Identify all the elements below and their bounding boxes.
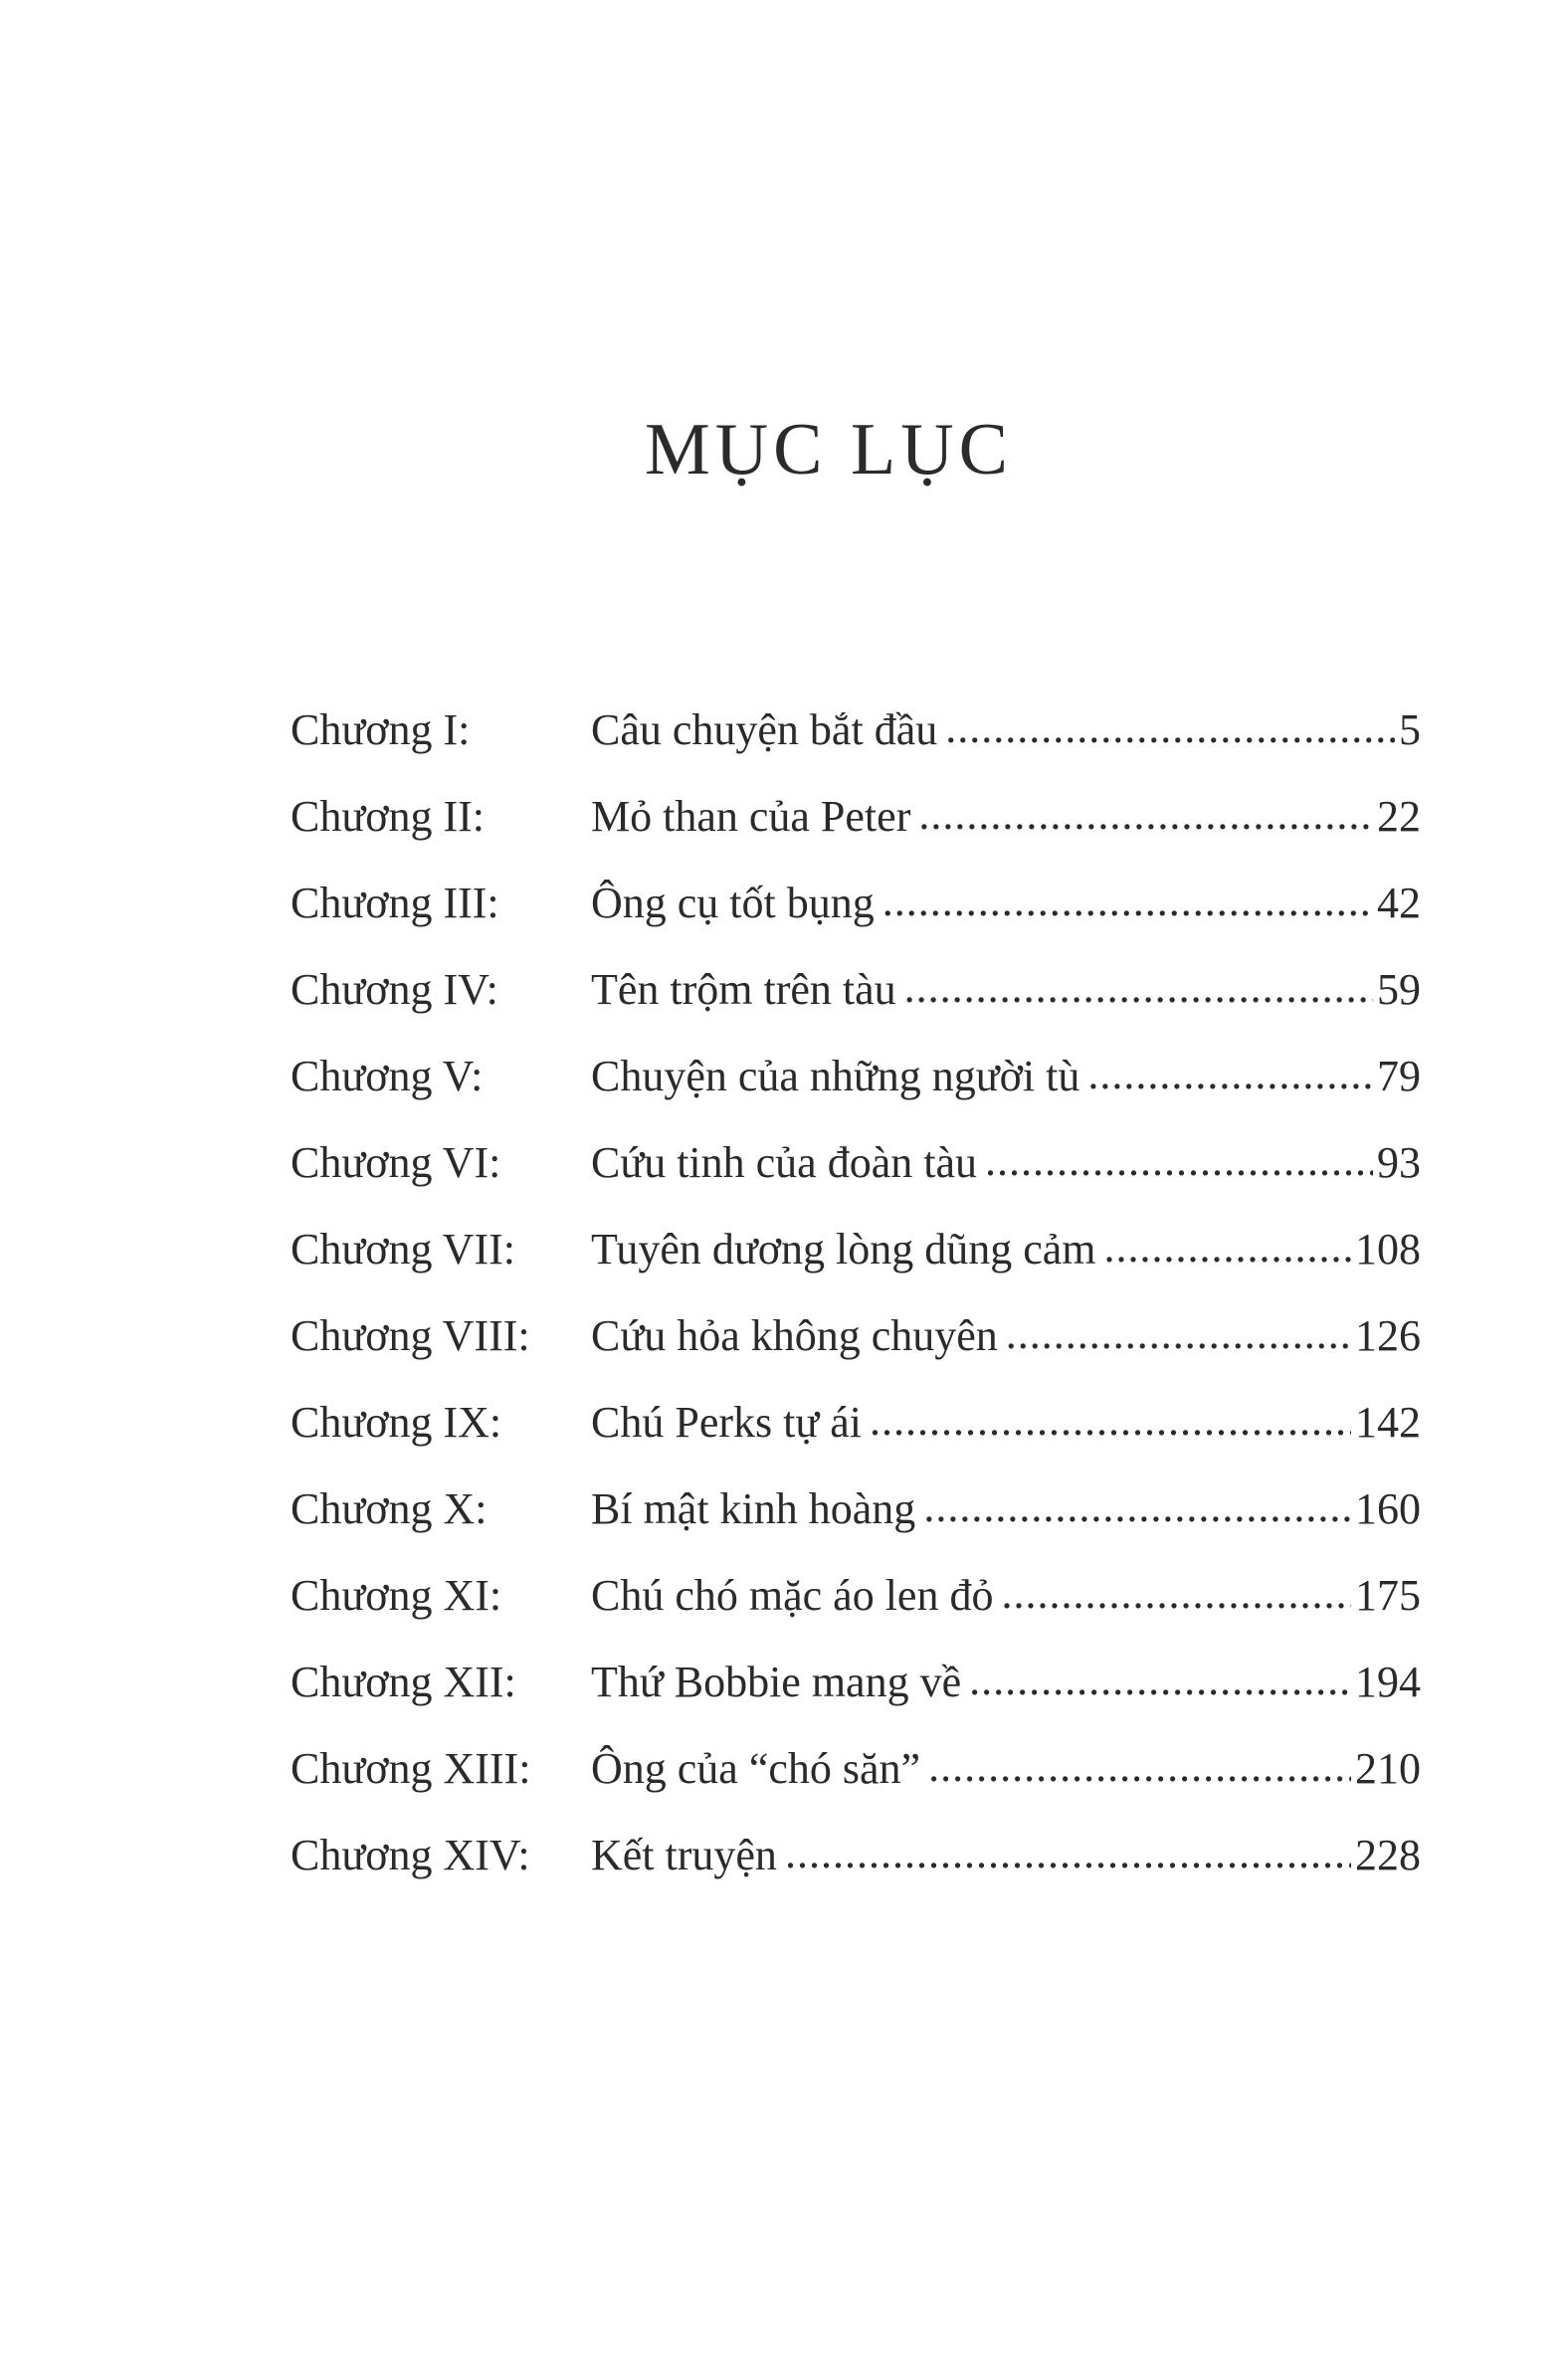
dot-leader xyxy=(985,1117,1373,1204)
chapter-label: Chương II: xyxy=(291,792,485,841)
page-number: 194 xyxy=(1355,1658,1421,1706)
page-number: 59 xyxy=(1377,965,1421,1014)
chapter-label: Chương IV: xyxy=(291,965,498,1014)
dot-leader xyxy=(1087,1031,1373,1117)
toc-entry-3 xyxy=(291,860,1421,946)
dot-leader xyxy=(785,1810,1351,1896)
page-number: 5 xyxy=(1399,705,1421,754)
chapter-title: Kết truyện xyxy=(591,1831,777,1879)
chapter-title: Tuyên dương lòng dũng cảm xyxy=(591,1225,1096,1274)
page-number: 126 xyxy=(1355,1311,1421,1360)
chapter-title: Tên trộm trên tàu xyxy=(591,965,896,1014)
page-number: 108 xyxy=(1355,1225,1421,1274)
chapter-label: Chương X: xyxy=(291,1484,488,1533)
toc-entry-10 xyxy=(291,1466,1421,1552)
toc-entry-6 xyxy=(291,1119,1421,1206)
chapter-title: Chú chó mặc áo len đỏ xyxy=(591,1571,994,1620)
table-of-contents xyxy=(291,687,1421,1898)
page-number: 22 xyxy=(1377,792,1421,841)
toc-entry-5 xyxy=(291,1033,1421,1119)
page-number: 175 xyxy=(1355,1571,1421,1620)
chapter-label: Chương III: xyxy=(291,879,499,927)
dot-leader xyxy=(923,1464,1351,1550)
chapter-title: Bí mật kinh hoàng xyxy=(591,1484,916,1533)
dot-leader xyxy=(928,1723,1351,1810)
chapter-title: Ông cụ tốt bụng xyxy=(591,879,875,927)
chapter-label: Chương VIII: xyxy=(291,1311,530,1360)
chapter-title: Chuyện của những người tù xyxy=(591,1052,1080,1100)
toc-entry-2 xyxy=(291,773,1421,860)
page-number: 93 xyxy=(1377,1138,1421,1187)
chapter-title: Ông của “chó săn” xyxy=(591,1744,921,1793)
page-number: 42 xyxy=(1377,879,1421,927)
dot-leader xyxy=(1103,1204,1351,1290)
chapter-label: Chương I: xyxy=(291,705,471,754)
toc-entry-11 xyxy=(291,1552,1421,1639)
chapter-label: Chương IX: xyxy=(291,1398,502,1447)
toc-entry-8 xyxy=(291,1292,1421,1379)
toc-entry-7 xyxy=(291,1206,1421,1292)
toc-entry-14 xyxy=(291,1812,1421,1898)
page-number: 79 xyxy=(1377,1052,1421,1100)
page-number: 210 xyxy=(1355,1744,1421,1793)
toc-entry-1 xyxy=(291,687,1421,773)
dot-leader xyxy=(882,858,1373,944)
chapter-title: Chú Perks tự ái xyxy=(591,1398,862,1447)
toc-entry-13 xyxy=(291,1725,1421,1812)
chapter-label: Chương XIV: xyxy=(291,1831,530,1879)
chapter-label: Chương VII: xyxy=(291,1225,515,1274)
page-number: 228 xyxy=(1355,1831,1421,1879)
dot-leader xyxy=(870,1377,1351,1464)
chapter-label: Chương VI: xyxy=(291,1138,501,1187)
chapter-title: Câu chuyện bắt đầu xyxy=(591,705,938,754)
page-number: 142 xyxy=(1355,1398,1421,1447)
page-number: 160 xyxy=(1355,1484,1421,1533)
dot-leader xyxy=(1006,1290,1351,1377)
dot-leader xyxy=(969,1637,1351,1723)
chapter-title: Thứ Bobbie mang về xyxy=(591,1658,962,1706)
chapter-title: Cứu hỏa không chuyên xyxy=(591,1311,998,1360)
dot-leader xyxy=(918,771,1373,858)
chapter-title: Mỏ than của Peter xyxy=(591,792,911,841)
toc-entry-12 xyxy=(291,1639,1421,1725)
chapter-label: Chương XIII: xyxy=(291,1744,531,1793)
chapter-label: Chương XI: xyxy=(291,1571,502,1620)
toc-entry-4 xyxy=(291,946,1421,1033)
dot-leader xyxy=(1001,1550,1351,1637)
page-title: MỤC LỤC xyxy=(644,409,1014,491)
dot-leader xyxy=(945,685,1395,771)
dot-leader xyxy=(904,944,1373,1031)
chapter-label: Chương V: xyxy=(291,1052,484,1100)
chapter-title: Cứu tinh của đoàn tàu xyxy=(591,1138,977,1187)
chapter-label: Chương XII: xyxy=(291,1658,516,1706)
toc-entry-9 xyxy=(291,1379,1421,1466)
